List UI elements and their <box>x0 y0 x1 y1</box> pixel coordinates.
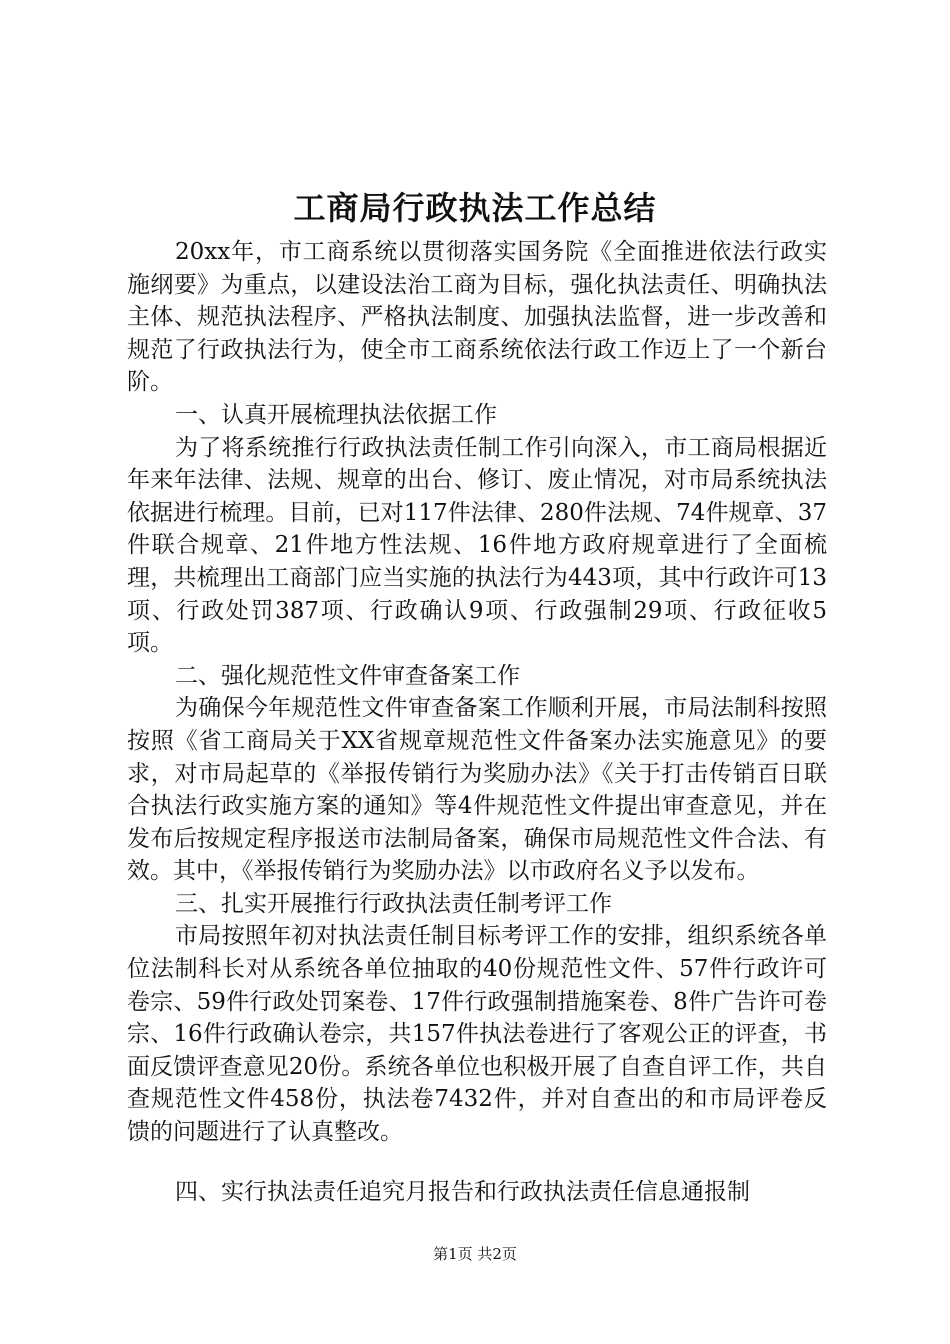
document-title: 工商局行政执法工作总结 <box>293 189 657 227</box>
section-2-paragraph: 为确保今年规范性文件审查备案工作顺利开展，市局法制科按照按照《省工商局关于XX省规章规范性文件备案办法实施意见》的要求，对市局起草的《举报传销行为奖励办法》《关于打击传销百日联合执法行政实施方案的通知》等4件规范性文件提出审查意见，并在发布后按规定程序报送市法制局备案，确保市局规范性文件合法、有效。其中，《举报传销行为奖励办法》以市政府名义予以发布。 <box>127 695 827 885</box>
section-4-heading: 四、实行执法责任追究月报告和行政执法责任信息通报制 <box>175 1178 750 1205</box>
section-1-paragraph: 为了将系统推行行政执法责任制工作引向深入，市工商局根据近年来年法律、法规、规章的出台、修订、废止情况，对市局系统执法依据进行梳理。目前，已对117件法律、280件法规、74件规章、37件联合规章、21件地方性法规、16件地方政府规章进行了全面梳理，共梳理出工商部门应当实施的执法行为443项，其中行政许可13项、行政处罚387项、行政确认9项、行政强制29项、行政征收5项。 <box>127 434 827 657</box>
section-3-heading: 三、扎实开展推行行政执法责任制考评工作 <box>175 890 612 917</box>
page-number: 第1页 共2页 <box>433 1245 517 1263</box>
section-1-heading: 一、认真开展梳理执法依据工作 <box>175 401 497 428</box>
section-2-heading: 二、强化规范性文件审查备案工作 <box>175 662 520 689</box>
intro-paragraph: 20xx年，市工商系统以贯彻落实国务院《全面推进依法行政实施纲要》为重点，以建设法治工商为目标，强化执法责任、明确执法主体、规范执法程序、严格执法制度、加强执法监督，进一步改善和规范了行政执法行为，使全市工商系统依法行政工作迈上了一个新台阶。 <box>127 239 827 396</box>
section-3-paragraph: 市局按照年初对执法责任制目标考评工作的安排，组织系统各单位法制科长对从系统各单位抽取的40份规范性文件、57件行政许可卷宗、59件行政处罚案卷、17件行政强制措施案卷、8件广告许可卷宗、16件行政确认卷宗，共157件执法卷进行了客观公正的评查，书面反馈评查意见20份。系统各单位也积极开展了自查自评工作，共自查规范性文件458份，执法卷7432件，并对自查出的和市局评卷反馈的问题进行了认真整改。 <box>127 923 827 1146</box>
document-body <box>127 236 827 1208</box>
